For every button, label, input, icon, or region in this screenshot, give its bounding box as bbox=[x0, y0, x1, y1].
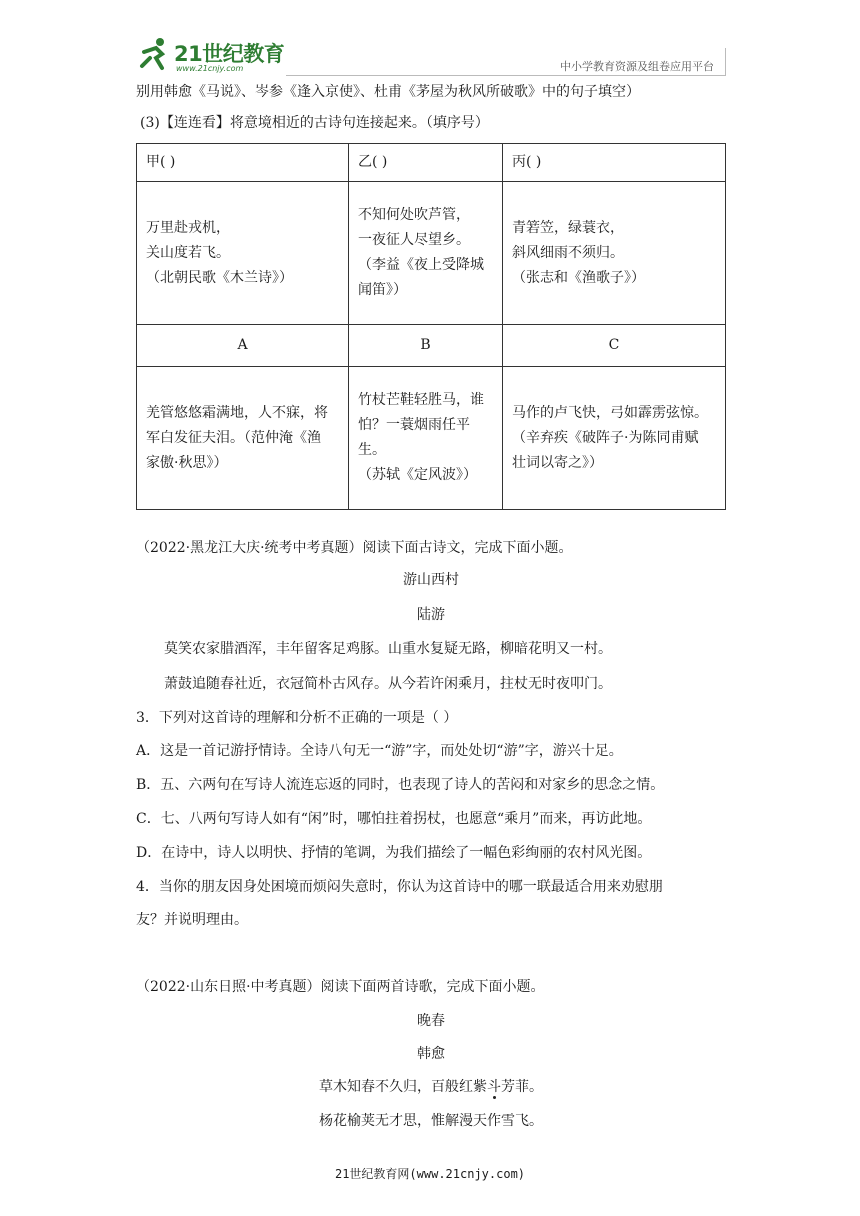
letter-a: A bbox=[137, 325, 349, 367]
answer-line: 竹杖芒鞋轻胜马，谁 bbox=[358, 392, 484, 408]
answer-line: 马作的卢飞快，弓如霹雳弦惊。 bbox=[512, 404, 708, 421]
poem-author: 陆游 bbox=[417, 607, 445, 623]
poem-line: 关山度若飞。 bbox=[146, 244, 230, 261]
q3-prompt: (3)【连连看】将意境相近的古诗句连接起来。（填序号） bbox=[140, 115, 489, 131]
option-b: B．五、六两句在写诗人流连忘返的同时，也表现了诗人的苦闷和对家乡的思念之情。 bbox=[136, 777, 665, 793]
section2-source: （2022·山东日照·中考真题）阅读下面两首诗歌，完成下面小题。 bbox=[136, 979, 545, 995]
table-poem-row bbox=[137, 182, 726, 325]
header-jia: 甲( ) bbox=[137, 144, 349, 182]
poem2-line-1-end: 芳菲。 bbox=[501, 1079, 543, 1095]
section1-source: （2022·黑龙江大庆·统考中考真题）阅读下面古诗文，完成下面小题。 bbox=[136, 540, 573, 556]
answer-line: 家傲·秋思》） bbox=[146, 454, 228, 471]
poem-line: 不知何处吹芦管， bbox=[358, 207, 470, 223]
logo-text: 21世纪教育 bbox=[174, 42, 285, 66]
poem-cell-bing bbox=[503, 182, 726, 325]
header-divider bbox=[286, 75, 726, 76]
poem2-author: 韩愈 bbox=[417, 1046, 445, 1062]
emphasized-char: 斗 bbox=[487, 1079, 501, 1095]
poem-line: 青箬笠，绿蓑衣， bbox=[512, 219, 624, 236]
site-logo bbox=[136, 34, 286, 76]
poem2-line-1-start: 草木知春不久归，百般红紫 bbox=[319, 1079, 487, 1095]
platform-name: 中小学教育资源及组卷应用平台 bbox=[560, 60, 714, 73]
poem-line: 一夜征人尽望乡。 bbox=[358, 232, 470, 248]
option-a: A．这是一首记游抒情诗。全诗八句无一“游”字，而处处切“游”字，游兴十足。 bbox=[136, 743, 623, 759]
runner-logo-icon bbox=[136, 36, 172, 72]
question-4-line-1: 4．当你的朋友因身处困境而烦闷失意时，你认为这首诗中的哪一联最适合用来劝慰朋 bbox=[136, 879, 663, 895]
option-c: C．七、八两句写诗人如有“闲”时，哪怕拄着拐杖，也愿意“乘月”而来，再访此地。 bbox=[136, 811, 652, 827]
table-header-row bbox=[137, 144, 726, 182]
intro-line: 别用韩愈《马说》、岑参《逢入京使》、杜甫《茅屋为秋风所破歌》中的句子填空） bbox=[136, 84, 640, 100]
poem2-line-2: 杨花榆荚无才思，惟解漫天作雪飞。 bbox=[319, 1113, 543, 1129]
poem-line-1: 莫笑农家腊酒浑，丰年留客足鸡豚。山重水复疑无路，柳暗花明又一村。 bbox=[164, 641, 612, 657]
header-divider-vertical bbox=[725, 48, 726, 76]
poem2-title: 晚春 bbox=[417, 1013, 445, 1029]
poem-line: 斜风细雨不须归。 bbox=[512, 244, 624, 261]
letter-b: B bbox=[349, 325, 503, 367]
question-3-stem: 3．下列对这首诗的理解和分析不正确的一项是（ ） bbox=[136, 710, 458, 726]
poem-source: （李益《夜上受降城 bbox=[358, 257, 484, 273]
poem-source: （北朝民歌《木兰诗》） bbox=[146, 269, 293, 286]
header-bing: 丙( ) bbox=[503, 144, 726, 182]
answer-cell-a bbox=[137, 367, 349, 510]
answer-source: （苏轼《定风波》） bbox=[358, 467, 477, 483]
answer-line: 生。 bbox=[358, 442, 386, 458]
logo-url: www.21cnjy.com bbox=[176, 64, 244, 73]
poem-line-2: 萧鼓追随春社近，衣冠简朴古风存。从今若许闲乘月，拄杖无时夜叩门。 bbox=[164, 676, 612, 692]
poem-line: 万里赴戎机， bbox=[146, 219, 230, 236]
header-yi: 乙( ) bbox=[349, 144, 503, 182]
table-answer-row bbox=[137, 367, 726, 510]
poem-title: 游山西村 bbox=[403, 572, 459, 588]
option-d: D．在诗中，诗人以明快、抒情的笔调，为我们描绘了一幅色彩绚丽的农村风光图。 bbox=[136, 845, 652, 861]
poem-source: （张志和《渔歌子》） bbox=[512, 269, 645, 286]
table-letter-row bbox=[137, 325, 726, 367]
page-header bbox=[136, 34, 726, 78]
answer-line: 怕？一蓑烟雨任平 bbox=[358, 417, 470, 433]
poem-source: 闻笛》） bbox=[358, 282, 407, 298]
answer-cell-b bbox=[349, 367, 503, 510]
poem-cell-yi bbox=[349, 182, 503, 325]
poem-cell-jia bbox=[137, 182, 349, 325]
letter-c: C bbox=[503, 325, 726, 367]
answer-line: 军白发征夫泪。（范仲淹《渔 bbox=[146, 429, 321, 446]
question-4-line-2: 友？并说明理由。 bbox=[136, 912, 248, 928]
answer-cell-c bbox=[503, 367, 726, 510]
answer-source: 壮词以寄之》） bbox=[512, 454, 603, 471]
answer-source: （辛弃疾《破阵子·为陈同甫赋 bbox=[512, 429, 699, 446]
poem2-line-1 bbox=[136, 1077, 726, 1097]
matching-table bbox=[136, 143, 726, 510]
answer-line: 羌管悠悠霜满地，人不寐，将 bbox=[146, 404, 328, 421]
page-footer: 21世纪教育网(www.21cnjy.com) bbox=[334, 1167, 526, 1181]
